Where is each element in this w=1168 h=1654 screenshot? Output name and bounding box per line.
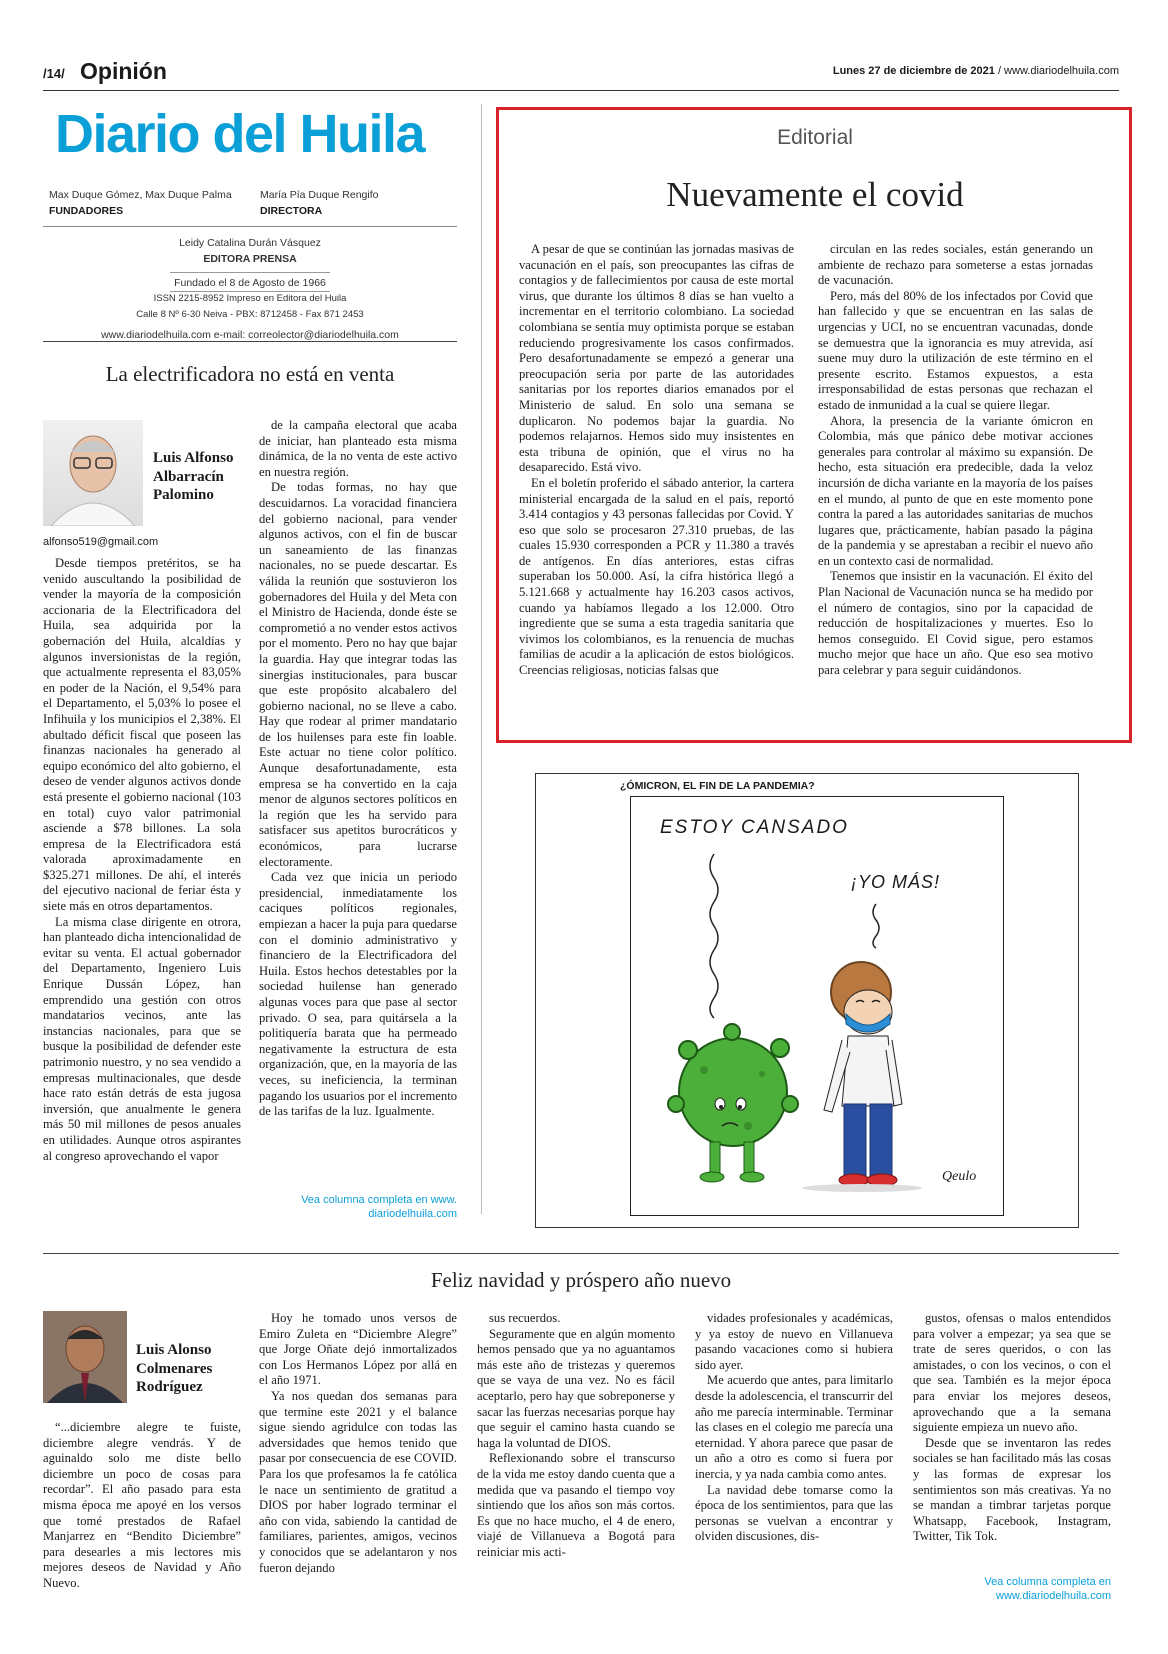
director-name: María Pía Duque Rengifo xyxy=(260,189,379,201)
article2-column-4 xyxy=(695,1311,893,1545)
author1-photo xyxy=(43,420,143,526)
boy-character xyxy=(802,962,922,1192)
article2-column-5 xyxy=(913,1311,1111,1545)
founded-date: Fundado el 8 de Agosto de 1966 xyxy=(174,277,326,289)
paragraph: Cada vez que inicia un periodo presidencial, inmediatamente los caciques políticos regionales, empiezan a hacer la puja para quedarse con el dominio administrativo y financiero de la Electrificadora del Huila. Estos hechos detestables por la sociedad huilense han generado algunas voces para que pase al sector privado. O sea, para quitársela a la politiquería barata que ha permeado negativamente la estructura de esta organización, que, en la mayoría de las veces, su ineficiencia, la terminan pagando los usuarios por el incremento de las tarifas de la luz. Igualmente. xyxy=(259,870,457,1119)
paragraph: En el boletín proferido el sábado anterior, la cartera ministerial encargada de la salud en el país, reportó 3.414 contagios y 43 personas fallecidas por Covid. Y eso que solo se procesaron 27.310 pruebas, de las cuales 15.930 corresponden a PCR y 11.380 a través de antígenos. En días anteriores, estas cifras superaban los 50.000. Así, la cifra histórica llegó a 5.121.668 y actualmente hay 16.203 casos activos, cuando ya habíamos llegado a los 12.000. Otro ingrediente que se suma a esta tragedia sanitaria que vivimos los colombianos, es la renuencia de muchas familias de acudir a la aplicación de estos biológicos. Creencias religiosas, noticias falsas que xyxy=(519,475,794,678)
article1-title: La electrificadora no está en venta xyxy=(105,362,395,386)
paragraph: vidades profesionales y académicas, y ya estoy de nuevo en Villanueva pasando vacaciones como si hubiera sido ayer. xyxy=(695,1311,893,1372)
paragraph: Pero, más del 80% de los infectados por Covid que han fallecido y que se encuentran en las salas de urgencias y UCI, no se encuentran vacunadas, donde se demuestra que la ignorancia es muy atrevida, así suene muy duro la utilización de este término en el presente escrito. Estamos expuestos, a esta irresponsabilidad de estas personas que rechazan el estado de inmunidad a la cual se quiere llegar. xyxy=(818,288,1093,412)
paragraph: A pesar de que se continúan las jornadas masivas de vacunación en el país, son preocupantes las cifras de contagios y de fallecimientos por causa de este mortal virus, que durante los últimos 8 días se han vuelto a incrementar en el territorio colombiano. La sociedad colombiana se sentía muy optimista porque se estaban reduciendo progresivamente los casos confirmados. Pero desafortunadamente se empezó a generar una preocupación seria por parte de las autoridades sanitarias por los reportes diarios emanados por el Ministerio de salud. En solo una semana se duplicaron. No podemos bajar la guardia. No podemos relajarnos. Hemos sido muy insistentes en esta tribuna de opinión, que el virus no ha desaparecido. Está vivo. xyxy=(519,242,794,475)
paragraph: Seguramente que en algún momento hemos pensado que ya no aguantamos más este año de tristezas y queremos que se vaya de una vez. No es fácil aceptarlo, pero hay que sobreponerse y sacar las fuerzas necesarias porque hay que seguir el camino hasta cuando se haga la voluntad de DIOS. xyxy=(477,1326,675,1450)
paragraph: Tenemos que insistir en la vacunación. El éxito del Plan Nacional de Vacunación nunca se ha medido por el número de contagios, sino por la capacidad de reducción de hospitalizaciones y muertes. Eso lo hemos conseguido. El Covid sigue, pero estamos mucho mejor que hace un año. Que eso sea motivo para celebrar y para seguir cuidándonos. xyxy=(818,569,1093,678)
header-dateline xyxy=(833,65,1119,77)
director-label: DIRECTORA xyxy=(260,205,323,217)
paragraph: Ya nos quedan dos semanas para que termine este 2021 y el balance sigue siendo agridulce con todas las adversidades que hemos tenido que pasar por consecuencia de ese COVID. Para los que profesamos la fe católica le nace un sentimiento de gratitud a DIOS por haber logrado terminar el año con vida, sabiendo la cantidad de familiares, parientes, amigos, vecinos y conocidos que se adelantaron y nos fueron dejando xyxy=(259,1388,457,1575)
cartoonist-signature: Qeulo xyxy=(942,1169,977,1184)
editorial-title: Nuevamente el covid xyxy=(666,175,964,214)
section-title: Opinión xyxy=(80,58,167,84)
author2-photo xyxy=(43,1311,127,1403)
author1-email[interactable]: alfonso519@gmail.com xyxy=(43,536,159,548)
paragraph: De todas formas, no hay que descuidarnos. La voracidad financiera del gobierno nacional, para vender algunos activos, con el fin de buscar un saneamiento de las finanzas nacionales, no se puede descartar. Es válida la reunión que sostuvieron los gobernadores del Huila y del Meta con el Ministro de Hacienda, donde éste se comprometió a no vender estos activos por el momento. Pero no hay que bajar la guardia. Hay que integrar todas las sinergias institucionales, para buscar que este propósito alcabalero del gobierno nacional, no se lleve a cabo. Hay que rodear al primer mandatario de los huilenses para este fin loable. Este actuar no tiene color político. Aunque desafortunadamente, esta empresa se ha convertido en la caja menor de algunos sectores políticos en la región que les ha servido para satisfacer sus apetitos burocráticos y económicos, para lucrarse electoramente. xyxy=(259,480,457,869)
editorial-column-1 xyxy=(519,242,794,679)
paragraph: Desde que se inventaron las redes sociales se han facilitado más las cosas y las formas de expresar los sentimientos son más creativas. Ya no se mandan a timbrar tarjetas porque Whatsapp, Facebook, Instagram, Twitter, Tik Tok. xyxy=(913,1435,1111,1544)
paragraph: “...diciembre alegre te fuiste, diciembre alegre vendrás. Y de aguinaldo solo me diste bello diciembre un poco de cosas para recordar”. El año pasado para esta misma época me apoyé en los versos que tomé prestados de Rafael Manjarrez en “Bendito Diciembre” para desearles a mis lectores mis mejores deseos de Navidad y Año Nuevo. xyxy=(43,1420,241,1590)
paragraph: La misma clase dirigente en otrora, han planteado dicha intencionalidad de evitar su venta. El actual gobernador del Departamento, Ingeniero Luis Enrique Dussán López, han emprendido una gestión con otros mandatarios vecinos, ante las instancias nacionales, para que se busque la posibilidad de defender este patrimonio nuestro, y no sea vendido a empresas multinacionales, que desde hace rato están detrás de esta jugosa inversión, que anualmente le genera más 50 mil millones de pesos anuales en utilidades. Aunque otros aspirantes al congreso aprovechando el vapor xyxy=(43,914,241,1163)
paragraph: Me acuerdo que antes, para limitarlo desde la adolescencia, el transcurrir del año me parecía interminable. Terminar las clases en el colegio me parecía una eternidad. Y ahora parece que pasar de un año a otro es como si fuera por inercia, y ya nada cambia como antes. xyxy=(695,1373,893,1481)
masthead-credits xyxy=(43,236,457,342)
paragraph: circulan en las redes sociales, están generando un ambiente de rechazo para someterse a estas jornadas de vacunación. xyxy=(818,242,1093,288)
cartoon-speech-right: ¡YO MÁS! xyxy=(851,872,941,892)
article1-column-1 xyxy=(43,556,241,1164)
article2-title: Feliz navidad y próspero año nuevo xyxy=(430,1268,732,1292)
article2-column-3 xyxy=(477,1311,675,1561)
paragraph: Reflexionando sobre el transcurso de la vida me estoy dando cuenta que a medida que va pasando el tiempo voy sintiendo que los años son más cortos. Es que no hace mucho, el 4 de enero, viajé de Villanueva a Bogotá para reiniciar mis acti- xyxy=(477,1451,675,1559)
editorial-kicker: Editorial xyxy=(777,126,853,149)
paragraph: sus recuerdos. xyxy=(489,1311,561,1325)
editorial-column-2 xyxy=(818,242,1093,679)
header-website[interactable]: / www.diariodelhuila.com xyxy=(997,65,1119,77)
contact-line[interactable]: www.diariodelhuila.com e-mail: correolector@diariodelhuila.com xyxy=(101,329,399,341)
paragraph: Ahora, la presencia de la variante ómicron en Colombia, más que pánico debe motivar acciones generales para controlar al máximo su expansión. De hecho, esta situación era predecible, dada la veloz incursión de dicha variante en la mayoría de los países en el mundo, al punto de que en este momento pone contra la pared a las autoridades sanitarias de muchos lugares que, prácticamente, habían pasado la página de la pandemia y se aprestaban a recibir el nuevo año en un contexto casi de normalidad. xyxy=(818,413,1093,568)
article2-column-2 xyxy=(259,1311,457,1576)
author2-name: Luis Alonso Colmenares Rodríguez xyxy=(136,1342,213,1395)
founders-label: FUNDADORES xyxy=(49,205,124,217)
article1-read-more-link[interactable]: Vea columna completa en www. diariodelhuila.com xyxy=(301,1194,457,1220)
paragraph: Desde tiempos pretéritos, se ha venido auscultando la posibilidad de vender la mayoría de la composición accionaria de la Electrificadora del Huila, sea adquirida por la gobernación del Huila, alcaldías y algunos inversionistas de la región, que actualmente representa el 83,05% en poder de la Nación, el 9,54% para el Departamento, el 5,03% lo posee el Infihuila y los municipios el 2,38%. El abultado déficit fiscal que poseen las finanzas nacionales ha generado al equipo económico del alto gobierno, el deseo de vender algunos activos donde está presente el gobierno nacional (103 en total) cuyo valor patrimonial asciende a $78 billones. La sola empresa de la Electrificadora está valorada aproximadamente en $325.271 millones. De ahí, el interés del ejecutivo nacional de feriar ésta y siete más en otros departamentos. xyxy=(43,556,241,914)
article2-read-more-link[interactable]: Vea columna completa en www.diariodelhuila.com xyxy=(984,1576,1111,1602)
editorial-cartoon xyxy=(535,773,1079,1228)
paragraph: gustos, ofensas o malos entendidos para volver a empezar; ya sea que se trate de seres queridos, o con las amistades, o con los vecinos, o con el que sea. También es la mejor época para enviar los mejores deseos, aprovechando que a la semana siguiente empieza un nuevo año. xyxy=(913,1311,1111,1435)
address: Calle 8 Nº 6-30 Neiva - PBX: 8712458 - Fax 871 2453 xyxy=(136,309,364,320)
paragraph: de la campaña electoral que acaba de iniciar, han planteado esta misma dinámica, de la no venta de este activo en nuestra región. xyxy=(259,418,457,479)
cartoon-drawing xyxy=(536,774,1079,1228)
editor-name: Leidy Catalina Durán Vásquez xyxy=(179,237,321,249)
article1-column-2 xyxy=(259,418,457,1120)
editor-label: EDITORA PRENSA xyxy=(203,253,297,265)
newspaper-logo: Diario del Huila xyxy=(55,104,425,164)
issue-date: Lunes 27 de diciembre de 2021 xyxy=(832,65,995,77)
paragraph: Hoy he tomado unos versos de Emiro Zuleta en “Diciembre Alegre” que Jorge Oñate dejó inmortalizados con Los Hermanos López por allá en el año 1971. xyxy=(259,1311,457,1388)
page-number: /14/ xyxy=(43,66,65,81)
article2-column-1 xyxy=(43,1420,241,1592)
cartoon-title: ¿ÓMICRON, EL FIN DE LA PANDEMIA? xyxy=(620,780,815,792)
paragraph: La navidad debe tomarse como la época de los sentimientos, para que las personas se vuelvan a encontrar y olviden discusiones, dis- xyxy=(695,1482,893,1544)
virus-character xyxy=(668,1024,798,1182)
founders-names: Max Duque Gómez, Max Duque Palma xyxy=(49,189,232,201)
issn: ISSN 2215-8952 Impreso en Editora del Huila xyxy=(153,293,347,304)
cartoon-speech-left: ESTOY CANSADO xyxy=(660,817,849,838)
author1-name: Luis Alfonso Albarracín Palomino xyxy=(153,450,234,503)
